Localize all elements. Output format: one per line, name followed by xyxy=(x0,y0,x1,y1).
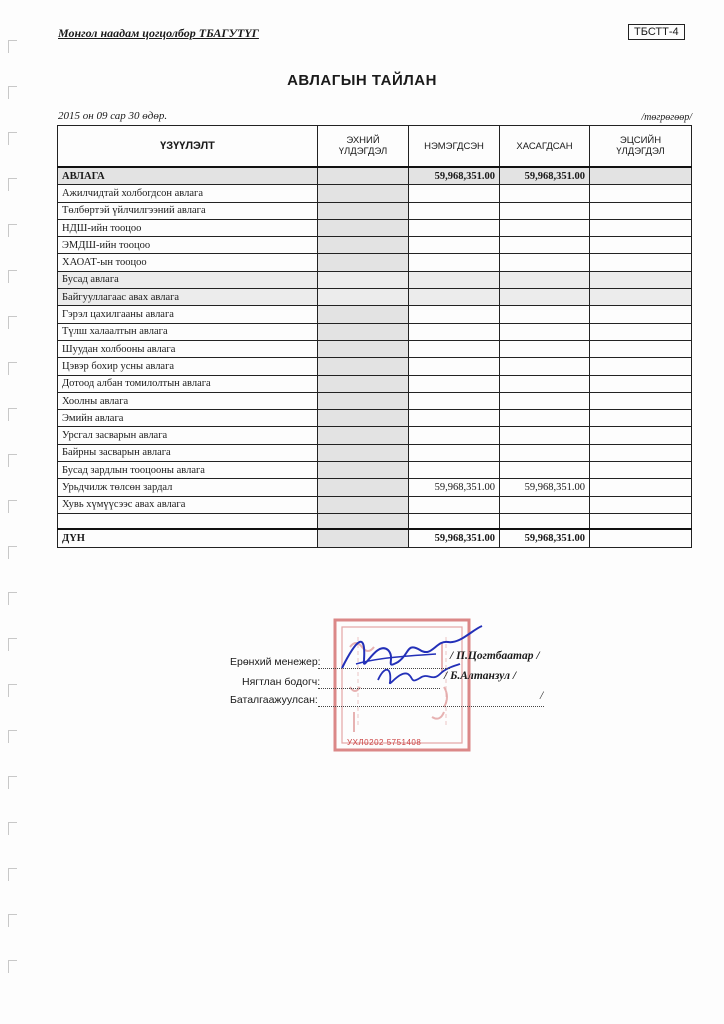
cell-end-balance xyxy=(590,289,692,306)
total-start xyxy=(318,529,409,548)
cell-reduced xyxy=(500,237,590,254)
row-label: Цэвэр бохир усны авлага xyxy=(58,358,318,375)
form-code: ТБСТТ-4 xyxy=(628,24,685,40)
cell-added xyxy=(409,462,500,479)
table-row xyxy=(58,479,692,496)
table-row xyxy=(58,375,692,392)
row-label: Хоолны авлага xyxy=(58,392,318,409)
cell-added: 59,968,351.00 xyxy=(409,479,500,496)
binder-hole-mark xyxy=(8,500,17,513)
binder-hole-mark xyxy=(8,408,17,421)
total-end xyxy=(590,529,692,548)
cell-end-balance xyxy=(590,185,692,202)
cell-reduced xyxy=(500,358,590,375)
verified-label: Баталгаажуулсан: xyxy=(230,694,318,706)
cell-reduced xyxy=(500,410,590,427)
binder-hole-mark xyxy=(8,270,17,283)
table-row xyxy=(58,185,692,202)
column-header-text: ЭЦСИЙН ҮЛДЭГДЭЛ xyxy=(616,135,665,157)
accountant-name: / Б.Алтанзул / xyxy=(444,670,517,682)
cell-end-balance xyxy=(590,444,692,461)
cell-reduced xyxy=(500,496,590,513)
receivables-table xyxy=(57,125,692,548)
currency-unit: /төгрөгөөр/ xyxy=(641,112,692,123)
table-row xyxy=(58,167,692,185)
cell-end-balance xyxy=(590,202,692,219)
binder-hole-mark xyxy=(8,592,17,605)
cell-added xyxy=(409,358,500,375)
table-row xyxy=(58,202,692,219)
binder-hole-mark xyxy=(8,316,17,329)
row-label: Урьдчилж төлсөн зардал xyxy=(58,479,318,496)
manager-line xyxy=(318,668,450,669)
cell-start-balance xyxy=(318,375,409,392)
binder-hole-mark xyxy=(8,40,17,53)
row-label: Бусад авлага xyxy=(58,271,318,288)
cell-added xyxy=(409,513,500,529)
cell-end-balance xyxy=(590,496,692,513)
verified-line xyxy=(318,706,544,707)
total-row xyxy=(58,529,692,548)
binder-hole-mark xyxy=(8,730,17,743)
binder-hole-mark xyxy=(8,132,17,145)
cell-added: 59,968,351.00 xyxy=(409,167,500,185)
table-row xyxy=(58,237,692,254)
table-row xyxy=(58,254,692,271)
table-row xyxy=(58,392,692,409)
cell-end-balance xyxy=(590,167,692,185)
cell-added xyxy=(409,271,500,288)
cell-end-balance xyxy=(590,358,692,375)
cell-end-balance xyxy=(590,271,692,288)
cell-start-balance xyxy=(318,496,409,513)
organization-name: Монгол наадам цогцолбор ТБАГУТҮГ xyxy=(58,26,259,40)
row-label: Бусад зардлын тооцооны авлага xyxy=(58,462,318,479)
cell-reduced xyxy=(500,323,590,340)
row-label: Байгууллагаас авах авлага xyxy=(58,289,318,306)
cell-reduced: 59,968,351.00 xyxy=(500,479,590,496)
row-label: Шуудан холбооны авлага xyxy=(58,340,318,357)
total-added: 59,968,351.00 xyxy=(409,529,500,548)
cell-added xyxy=(409,306,500,323)
table-row xyxy=(58,289,692,306)
table-header-row xyxy=(58,126,692,168)
table-row xyxy=(58,358,692,375)
column-header xyxy=(318,126,409,168)
binder-hole-mark xyxy=(8,178,17,191)
row-label: НДШ-ийн тооцоо xyxy=(58,219,318,236)
cell-reduced xyxy=(500,185,590,202)
row-label: Ажилчидтай холбогдсон авлага xyxy=(58,185,318,202)
cell-added xyxy=(409,185,500,202)
binder-hole-mark xyxy=(8,546,17,559)
column-header xyxy=(590,126,692,168)
cell-added xyxy=(409,496,500,513)
table-row xyxy=(58,427,692,444)
cell-added xyxy=(409,219,500,236)
cell-start-balance xyxy=(318,340,409,357)
binder-hole-mark xyxy=(8,776,17,789)
cell-start-balance xyxy=(318,392,409,409)
cell-start-balance xyxy=(318,479,409,496)
row-label: ХАОАТ-ын тооцоо xyxy=(58,254,318,271)
cell-end-balance xyxy=(590,513,692,529)
cell-start-balance xyxy=(318,254,409,271)
table-row xyxy=(58,340,692,357)
column-header: ҮЗҮҮЛЭЛТ xyxy=(58,126,318,168)
cell-added xyxy=(409,392,500,409)
cell-added xyxy=(409,289,500,306)
cell-end-balance xyxy=(590,410,692,427)
manager-name: / П.Цогтбаатар / xyxy=(450,650,540,662)
binder-hole-mark xyxy=(8,638,17,651)
binder-hole-mark xyxy=(8,362,17,375)
cell-end-balance xyxy=(590,340,692,357)
cell-end-balance xyxy=(590,427,692,444)
row-label: Гэрэл цахилгааны авлага xyxy=(58,306,318,323)
row-label: Урсгал засварын авлага xyxy=(58,427,318,444)
row-label: ЭМДШ-ийн тооцоо xyxy=(58,237,318,254)
cell-start-balance xyxy=(318,513,409,529)
cell-start-balance xyxy=(318,444,409,461)
cell-reduced xyxy=(500,513,590,529)
cell-start-balance xyxy=(318,358,409,375)
total-label: ДҮН xyxy=(58,529,318,548)
binder-hole-mark xyxy=(8,868,17,881)
table-row xyxy=(58,513,692,529)
table-row xyxy=(58,444,692,461)
cell-end-balance xyxy=(590,323,692,340)
cell-added xyxy=(409,340,500,357)
table-row xyxy=(58,271,692,288)
cell-start-balance xyxy=(318,237,409,254)
cell-reduced xyxy=(500,392,590,409)
cell-added xyxy=(409,375,500,392)
column-header: НЭМЭГДСЭН xyxy=(409,126,500,168)
table-row xyxy=(58,306,692,323)
accountant-line xyxy=(318,688,440,689)
row-label: Хувь хүмүүсээс авах авлага xyxy=(58,496,318,513)
cell-end-balance xyxy=(590,306,692,323)
report-title: АВЛАГЫН ТАЙЛАН xyxy=(287,72,437,89)
cell-reduced xyxy=(500,462,590,479)
cell-end-balance xyxy=(590,254,692,271)
row-label: Байрны засварын авлага xyxy=(58,444,318,461)
manager-label: Ерөнхий менежер: xyxy=(230,656,321,668)
cell-end-balance xyxy=(590,462,692,479)
cell-reduced xyxy=(500,340,590,357)
table-row xyxy=(58,323,692,340)
table-body xyxy=(58,167,692,529)
cell-start-balance xyxy=(318,410,409,427)
cell-added xyxy=(409,254,500,271)
cell-end-balance xyxy=(590,237,692,254)
cell-start-balance xyxy=(318,219,409,236)
cell-start-balance xyxy=(318,289,409,306)
binder-hole-mark xyxy=(8,822,17,835)
manager-row xyxy=(230,656,321,668)
verified-name: / xyxy=(540,690,544,702)
accountant-row xyxy=(242,676,320,688)
table-row xyxy=(58,219,692,236)
cell-added xyxy=(409,410,500,427)
cell-start-balance xyxy=(318,306,409,323)
stamp-code: УХЛ0202 5751408 xyxy=(347,738,422,747)
cell-reduced xyxy=(500,444,590,461)
row-label: Төлбөртэй үйлчилгээний авлага xyxy=(58,202,318,219)
verified-row xyxy=(230,694,318,706)
cell-reduced xyxy=(500,427,590,444)
cell-added xyxy=(409,427,500,444)
table-row xyxy=(58,496,692,513)
cell-reduced: 59,968,351.00 xyxy=(500,167,590,185)
cell-reduced xyxy=(500,202,590,219)
cell-start-balance xyxy=(318,323,409,340)
cell-end-balance xyxy=(590,375,692,392)
binder-hole-mark xyxy=(8,914,17,927)
cell-added xyxy=(409,237,500,254)
table-row xyxy=(58,410,692,427)
row-label: Эмийн авлага xyxy=(58,410,318,427)
row-label: Түлш халаалтын авлага xyxy=(58,323,318,340)
binder-hole-mark xyxy=(8,684,17,697)
cell-start-balance xyxy=(318,202,409,219)
binder-holes xyxy=(8,40,22,1000)
cell-added xyxy=(409,202,500,219)
cell-start-balance xyxy=(318,427,409,444)
row-label: Дотоод албан томилолтын авлага xyxy=(58,375,318,392)
cell-start-balance xyxy=(318,462,409,479)
cell-added xyxy=(409,444,500,461)
cell-end-balance xyxy=(590,479,692,496)
report-date: 2015 он 09 сар 30 өдөр. xyxy=(58,110,168,122)
binder-hole-mark xyxy=(8,454,17,467)
binder-hole-mark xyxy=(8,960,17,973)
cell-end-balance xyxy=(590,219,692,236)
row-label: АВЛАГА xyxy=(58,167,318,185)
column-header-text: ЭХНИЙ ҮЛДЭГДЭЛ xyxy=(338,135,388,157)
cell-reduced xyxy=(500,271,590,288)
table-row xyxy=(58,462,692,479)
cell-reduced xyxy=(500,219,590,236)
cell-end-balance xyxy=(590,392,692,409)
accountant-label: Нягтлан бодогч: xyxy=(242,676,321,688)
cell-reduced xyxy=(500,289,590,306)
total-reduced: 59,968,351.00 xyxy=(500,529,590,548)
cell-reduced xyxy=(500,375,590,392)
cell-reduced xyxy=(500,306,590,323)
column-header: ХАСАГДСАН xyxy=(500,126,590,168)
row-label xyxy=(58,513,318,529)
cell-added xyxy=(409,323,500,340)
cell-start-balance xyxy=(318,167,409,185)
binder-hole-mark xyxy=(8,224,17,237)
cell-reduced xyxy=(500,254,590,271)
cell-start-balance xyxy=(318,185,409,202)
cell-start-balance xyxy=(318,271,409,288)
